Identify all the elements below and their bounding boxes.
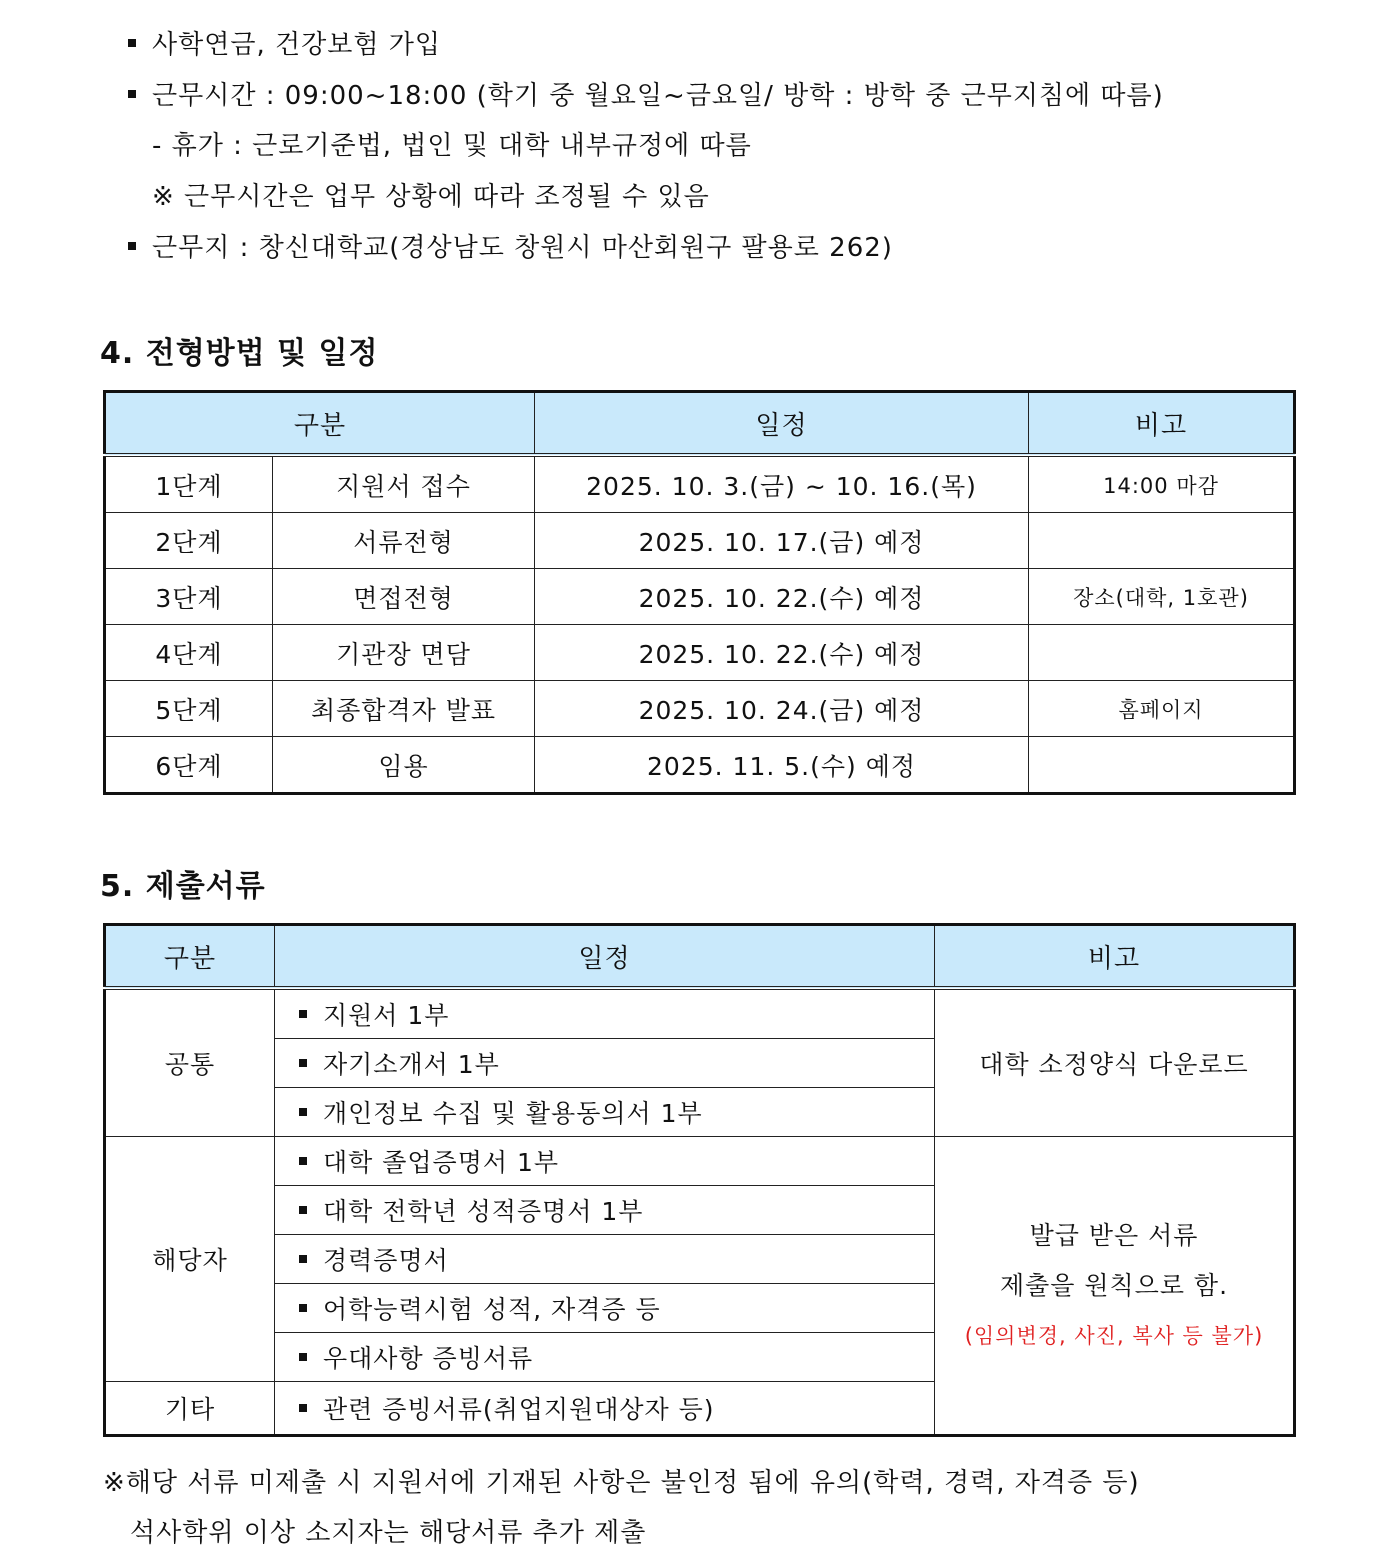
document-item-text: 대학 전학년 성적증명서 1부 — [323, 1197, 644, 1226]
section-4-title: 4. 전형방법 및 일정 — [100, 336, 379, 371]
bullet-text: 근무지 : 창신대학교(경상남도 창원시 마산회원구 팔용로 262) — [152, 233, 893, 263]
header-remarks: 비고 — [935, 925, 1295, 989]
document-item-text: 우대사항 증빙서류 — [323, 1344, 534, 1373]
bullet-workplace — [128, 227, 893, 264]
bullet-square-icon — [299, 1304, 307, 1312]
table-header-row — [105, 392, 1295, 456]
bullet-square-icon — [299, 1206, 307, 1214]
stage-cell: 2단계 — [105, 513, 273, 569]
documents-table — [103, 923, 1296, 1437]
bullet-square-icon — [128, 242, 136, 250]
stage-name-cell: 지원서 접수 — [273, 455, 535, 513]
header-remarks: 비고 — [1029, 392, 1295, 456]
stage-name-cell: 면접전형 — [273, 569, 535, 625]
footnote-masters: 석사학위 이상 소지자는 해당서류 추가 제출 — [130, 1518, 647, 1548]
note-cell — [1029, 513, 1295, 569]
bullet-pension — [128, 24, 441, 61]
document-item-text: 관련 증빙서류(취업지원대상자 등) — [323, 1395, 715, 1424]
note-cell — [1029, 625, 1295, 681]
stage-cell: 6단계 — [105, 737, 273, 794]
date-cell: 2025. 11. 5.(수) 예정 — [535, 737, 1029, 794]
table-row — [105, 681, 1295, 737]
date-cell: 2025. 10. 17.(금) 예정 — [535, 513, 1029, 569]
category-common: 공통 — [105, 988, 275, 1137]
table-row — [105, 988, 1295, 1039]
footnote-unsubmitted: ※해당 서류 미제출 시 지원서에 기재된 사항은 불인정 됨에 유의(학력, 경력, 자격증 등) — [103, 1468, 1140, 1498]
document-item — [275, 1333, 935, 1382]
table-row — [105, 513, 1295, 569]
issued-note-line-1: 발급 받은 서류 — [1029, 1220, 1199, 1250]
document-item — [275, 1186, 935, 1235]
schedule-table — [103, 390, 1296, 795]
document-item-text: 자기소개서 1부 — [323, 1050, 500, 1079]
date-cell: 2025. 10. 3.(금) ~ 10. 16.(목) — [535, 455, 1029, 513]
stage-name-cell: 기관장 면담 — [273, 625, 535, 681]
table-row — [105, 625, 1295, 681]
document-item — [275, 988, 935, 1039]
category-applicable: 해당자 — [105, 1137, 275, 1382]
issued-note-line-2: 제출을 원칙으로 함. — [999, 1270, 1229, 1300]
note-cell: 14:00 마감 — [1029, 455, 1295, 513]
header-category: 구분 — [105, 392, 535, 456]
date-cell: 2025. 10. 24.(금) 예정 — [535, 681, 1029, 737]
note-cell: 장소(대학, 1호관) — [1029, 569, 1295, 625]
stage-cell: 5단계 — [105, 681, 273, 737]
header-schedule: 일정 — [535, 392, 1029, 456]
table-row — [105, 737, 1295, 794]
section-5-title: 5. 제출서류 — [100, 869, 266, 904]
bullet-square-icon — [299, 1255, 307, 1263]
stage-name-cell: 서류전형 — [273, 513, 535, 569]
stage-name-cell: 최종합격자 발표 — [273, 681, 535, 737]
bullet-square-icon — [128, 90, 136, 98]
document-item-text: 경력증명서 — [323, 1246, 449, 1275]
document-item — [275, 1137, 935, 1186]
table-header-row — [105, 925, 1295, 989]
note-cell: 홈페이지 — [1029, 681, 1295, 737]
table-row — [105, 455, 1295, 513]
sub-line-vacation: - 휴가 : 근로기준법, 법인 및 대학 내부규정에 따름 — [152, 131, 752, 161]
table-row — [105, 569, 1295, 625]
category-other: 기타 — [105, 1382, 275, 1436]
header-schedule: 일정 — [275, 925, 935, 989]
bullet-square-icon — [299, 1404, 307, 1412]
document-item-text: 어학능력시험 성적, 자격증 등 — [323, 1295, 661, 1324]
bullet-square-icon — [299, 1108, 307, 1116]
issued-documents-note — [935, 1137, 1295, 1436]
stage-cell: 1단계 — [105, 455, 273, 513]
bullet-square-icon — [299, 1059, 307, 1067]
document-item-text: 지원서 1부 — [323, 1001, 450, 1030]
stage-cell: 3단계 — [105, 569, 273, 625]
document-item — [275, 1088, 935, 1137]
document-item — [275, 1382, 935, 1436]
bullet-square-icon — [299, 1010, 307, 1018]
document-item-text: 개인정보 수집 및 활용동의서 1부 — [323, 1099, 703, 1128]
table-row — [105, 1137, 1295, 1186]
stage-name-cell: 임용 — [273, 737, 535, 794]
document-item — [275, 1284, 935, 1333]
bullet-text: 근무시간 : 09:00~18:00 (학기 중 월요일~금요일/ 방학 : 방학 중 근무지침에 따름) — [152, 81, 1164, 111]
bullet-work-hours — [128, 75, 1164, 112]
bullet-square-icon — [299, 1353, 307, 1361]
stage-cell: 4단계 — [105, 625, 273, 681]
document-item-text: 대학 졸업증명서 1부 — [323, 1148, 559, 1177]
common-note: 대학 소정양식 다운로드 — [935, 988, 1295, 1137]
note-cell — [1029, 737, 1295, 794]
issued-note-warning: (임의변경, 사진, 복사 등 불가) — [964, 1323, 1264, 1348]
bullet-square-icon — [128, 39, 136, 47]
sub-line-hours-note: ※ 근무시간은 업무 상황에 따라 조정될 수 있음 — [152, 182, 710, 212]
bullet-text: 사학연금, 건강보험 가입 — [152, 30, 441, 60]
date-cell: 2025. 10. 22.(수) 예정 — [535, 569, 1029, 625]
document-item — [275, 1235, 935, 1284]
date-cell: 2025. 10. 22.(수) 예정 — [535, 625, 1029, 681]
header-category: 구분 — [105, 925, 275, 989]
bullet-square-icon — [299, 1157, 307, 1165]
document-item — [275, 1039, 935, 1088]
